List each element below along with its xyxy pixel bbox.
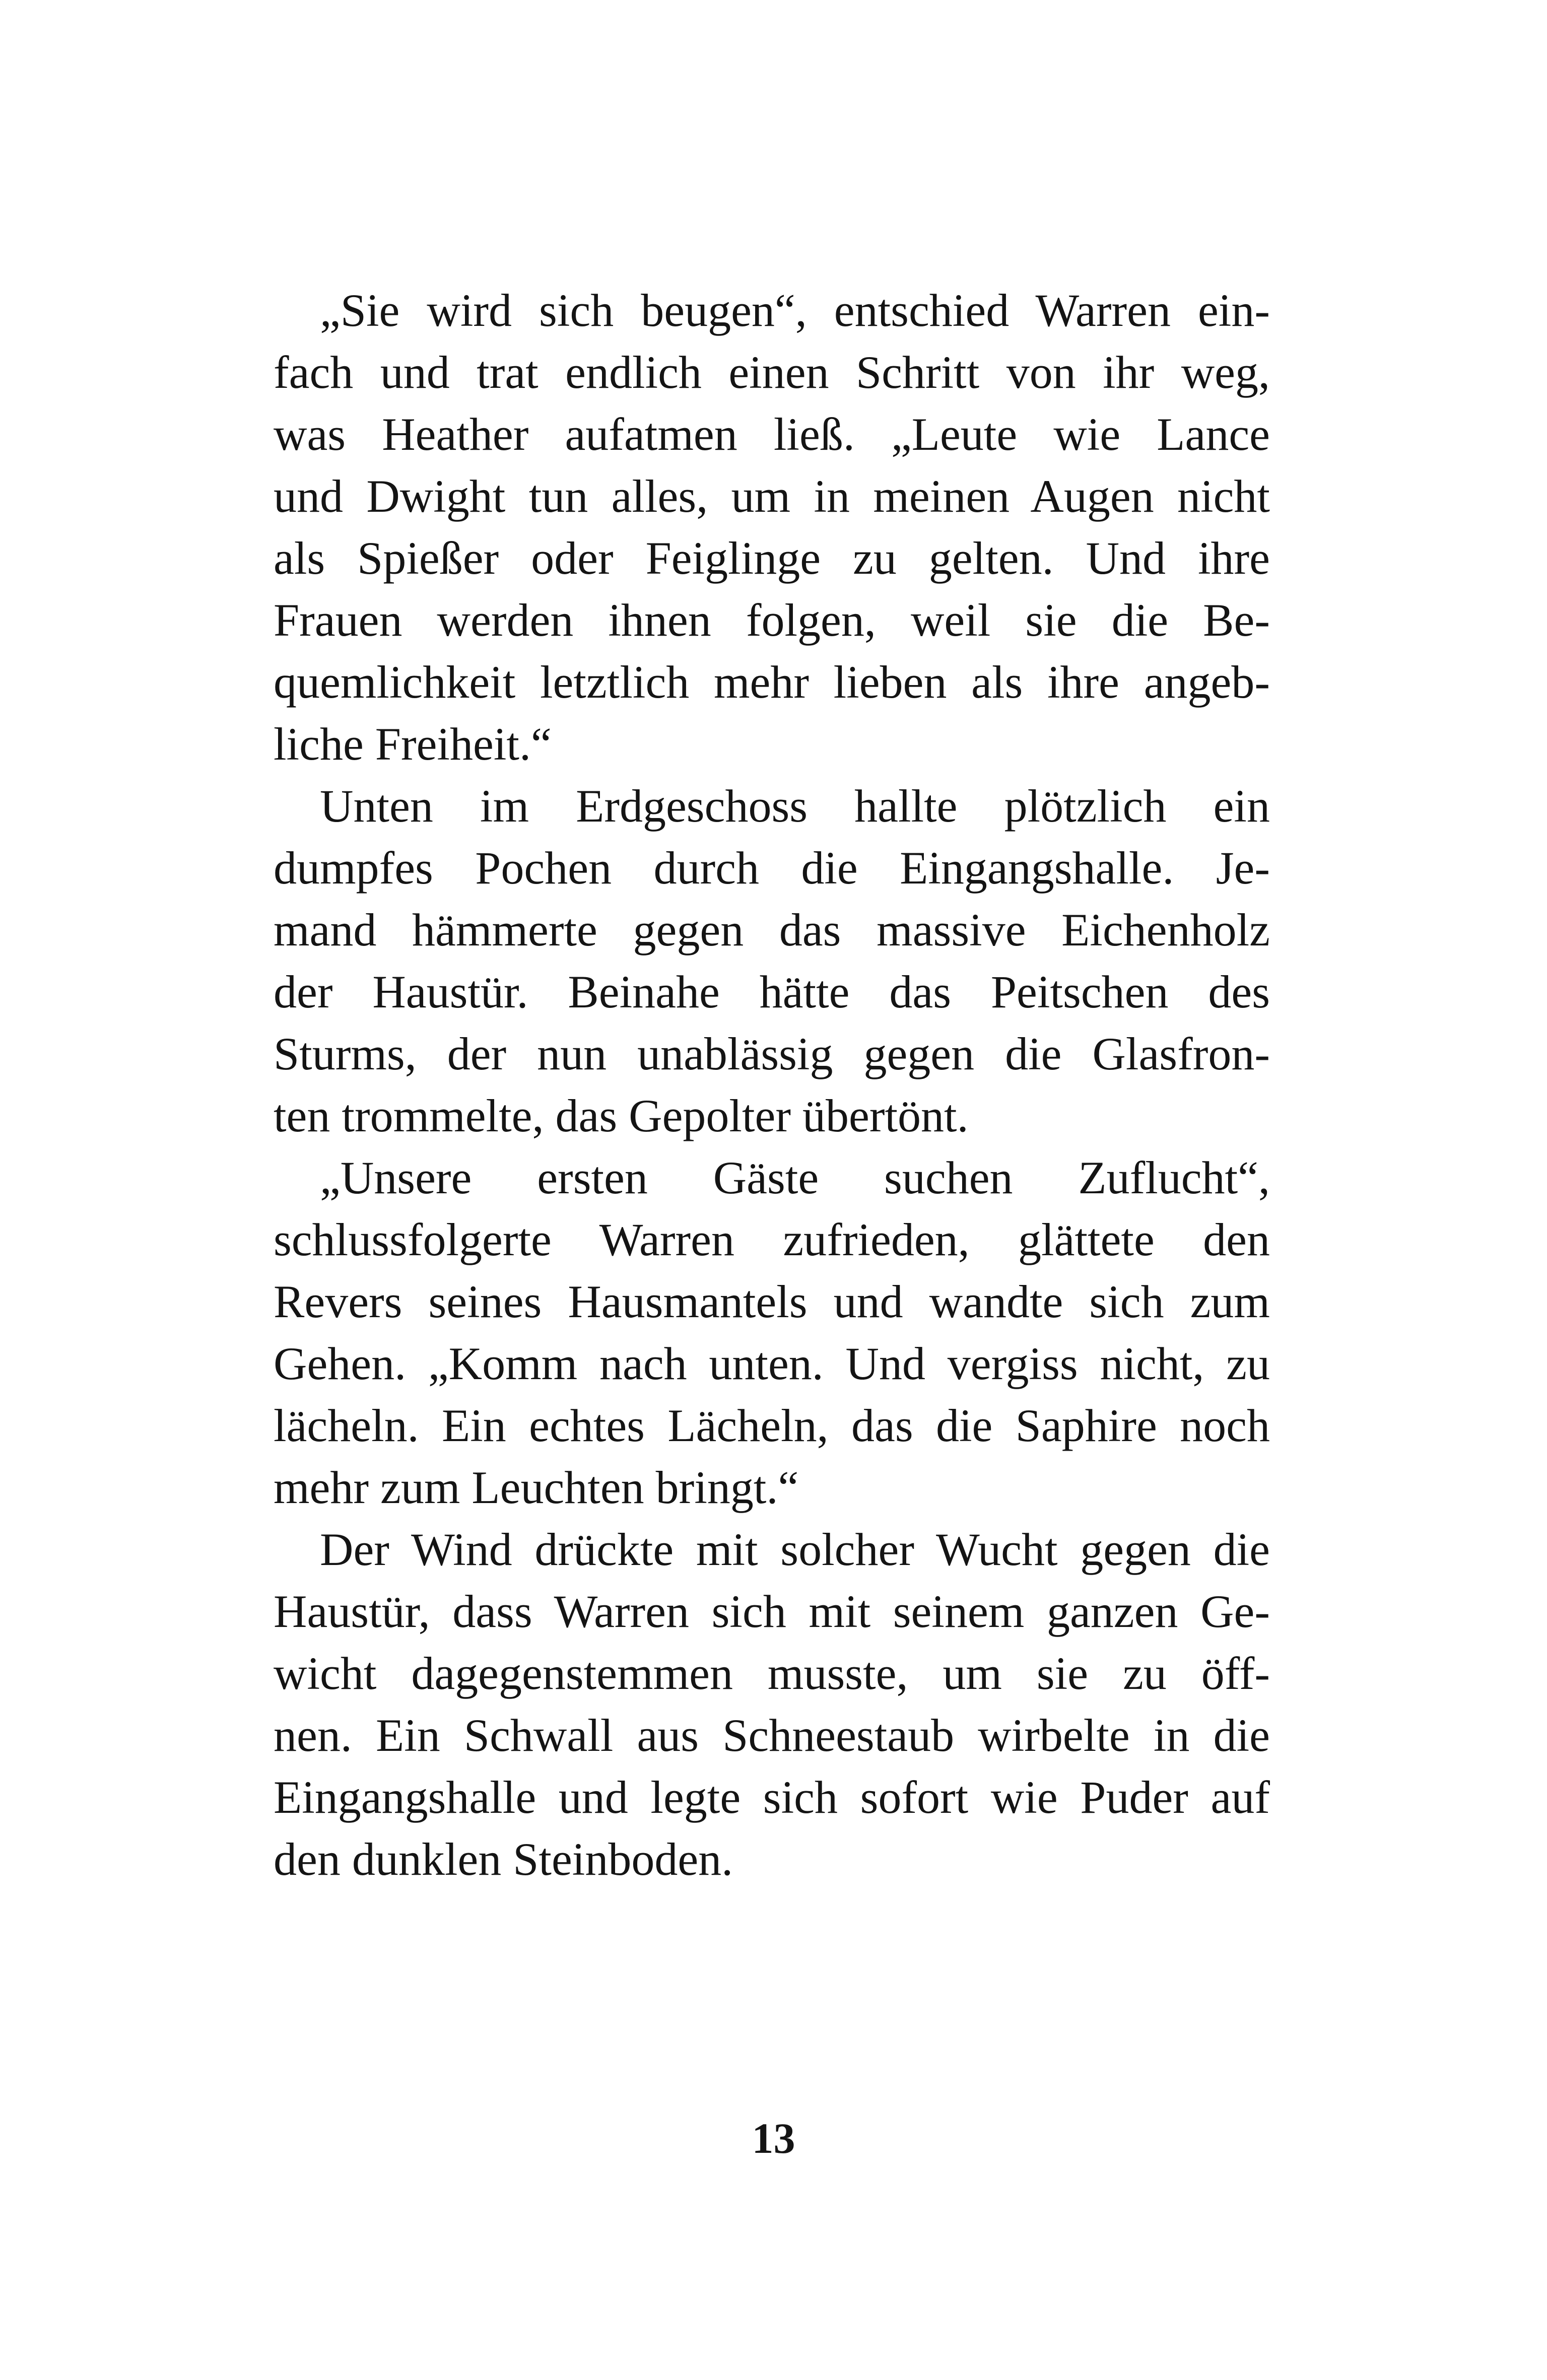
paragraph — [274, 280, 1270, 775]
text-line: ten trommelte, das Gepolter übertönt. — [274, 1090, 969, 1141]
text-line: lächeln. Ein echtes Lächeln, das die Saphire noch — [274, 1400, 1270, 1451]
text-line: den dunklen Steinboden. — [274, 1833, 733, 1885]
text-line: schlussfolgerte Warren zufrieden, glättete den — [274, 1214, 1270, 1265]
text-line: liche Freiheit.“ — [274, 718, 552, 770]
text-line: wicht dagegenstemmen musste, um sie zu öff- — [274, 1648, 1270, 1699]
text-line: Revers seines Hausmantels und wandte sich zum — [274, 1276, 1270, 1327]
text-line: mand hämmerte gegen das massive Eichenholz — [274, 904, 1270, 956]
text-line: der Haustür. Beinahe hätte das Peitschen des — [274, 966, 1270, 1017]
text-line: was Heather aufatmen ließ. „Leute wie Lance — [274, 409, 1270, 460]
text-line: Frauen werden ihnen folgen, weil sie die Be- — [274, 594, 1270, 646]
text-line: fach und trat endlich einen Schritt von ihr weg, — [274, 347, 1270, 398]
text-line: „Unsere ersten Gäste suchen Zuflucht“, — [320, 1152, 1270, 1203]
text-line: mehr zum Leuchten bringt.“ — [274, 1462, 799, 1513]
text-line: Unten im Erdgeschoss hallte plötzlich ein — [320, 780, 1270, 832]
text-line: und Dwight tun alles, um in meinen Augen nicht — [274, 470, 1270, 522]
page-number: 13 — [752, 2114, 795, 2162]
paragraph — [274, 1519, 1270, 1890]
text-line: dumpfes Pochen durch die Eingangshalle. Je- — [274, 842, 1270, 894]
text-line: Haustür, dass Warren sich mit seinem ganzen Ge- — [274, 1586, 1270, 1637]
body-text — [274, 280, 1270, 1890]
text-line: als Spießer oder Feiglinge zu gelten. Und ihre — [274, 532, 1270, 584]
paragraph — [274, 1147, 1270, 1519]
text-line: Sturms, der nun unablässig gegen die Glasfron- — [274, 1028, 1270, 1079]
text-line: Gehen. „Komm nach unten. Und vergiss nicht, zu — [274, 1338, 1270, 1389]
text-line: Der Wind drückte mit solcher Wucht gegen die — [320, 1524, 1270, 1575]
text-line: nen. Ein Schwall aus Schneestaub wirbelte in die — [274, 1710, 1270, 1761]
paragraph — [274, 775, 1270, 1147]
text-line: „Sie wird sich beugen“, entschied Warren ein- — [320, 285, 1270, 336]
text-line: Eingangshalle und legte sich sofort wie Puder auf — [274, 1772, 1270, 1823]
text-line: quemlichkeit letztlich mehr lieben als ihre angeb- — [274, 656, 1270, 708]
